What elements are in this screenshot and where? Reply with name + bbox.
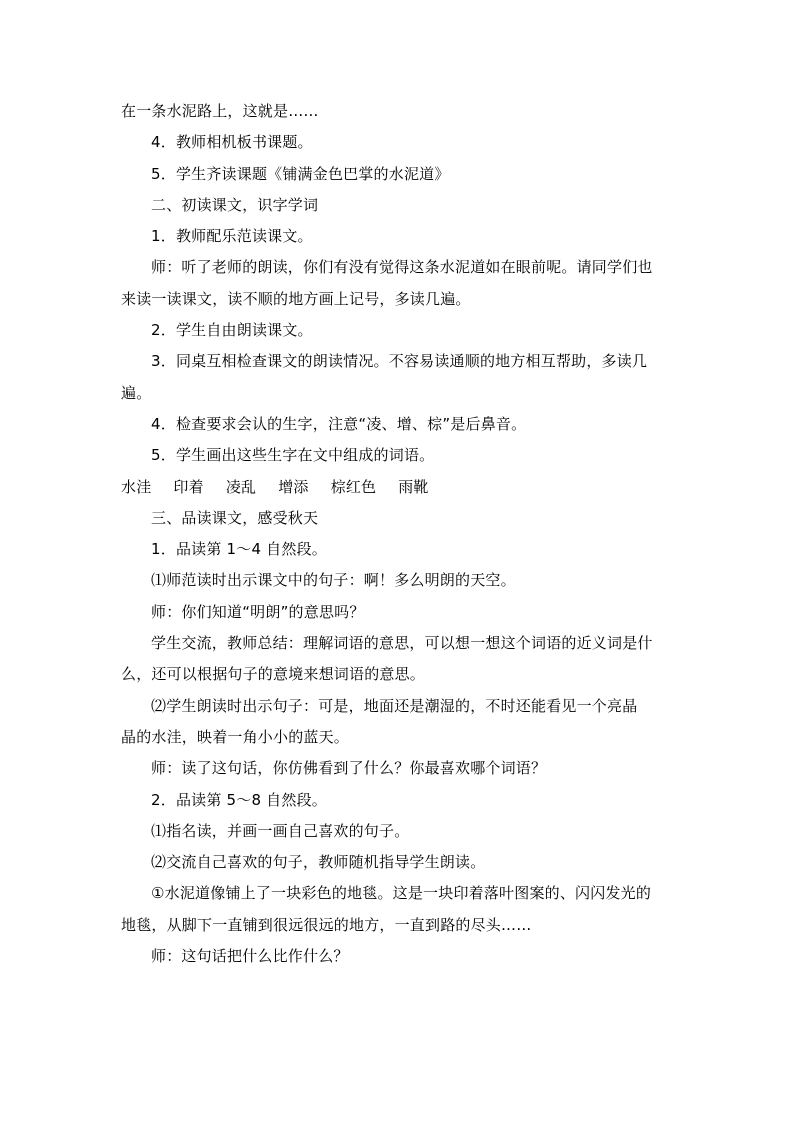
text-line: 5．学生画出这些生字在文中组成的词语。: [151, 446, 435, 465]
text-line: 师：你们知道“明朗”的意思吗？: [151, 602, 365, 621]
text-line: 师：这句话把什么比作什么？: [151, 947, 349, 966]
text-line: 么，还可以根据句子的意境来想词语的意思。: [121, 665, 426, 684]
text-line: 晶的水洼，映着一角小小的蓝天。: [121, 727, 350, 746]
vocab-word: 增添: [278, 477, 309, 496]
text-line: 4．检查要求会认的生字，注意“凌、增、棕”是后鼻音。: [151, 414, 527, 433]
vocab-word: 棕红色: [330, 477, 377, 496]
vocab-word: 印着: [173, 477, 204, 496]
text-line: 遍。: [121, 383, 152, 402]
text-line: ⑵交流自己喜欢的句子，教师随机指导学生朗读。: [151, 853, 486, 872]
text-line: ⑵学生朗读时出示句子：可是，地面还是潮湿的，不时还能看见一个亮晶: [151, 696, 638, 715]
vocab-word: 雨靴: [398, 477, 429, 496]
text-line: 4．教师相机板书课题。: [151, 133, 313, 152]
vocab-list: [121, 472, 681, 503]
vocab-word: 凌乱: [225, 477, 257, 496]
section-heading: 二、初读课文，识字学词: [151, 195, 319, 214]
text-line: 1．教师配乐范读课文。: [151, 227, 313, 246]
document-body: [121, 96, 681, 972]
text-line: 1．品读第 1～4 自然段。: [151, 540, 327, 559]
text-line: 来读一读课文，读不顺的地方画上记号，多读几遍。: [121, 289, 471, 308]
text-line: 在一条水泥路上，这就是……: [121, 102, 319, 120]
text-line: 地毯，从脚下一直铺到很远很远的地方，一直到路的尽头……: [121, 915, 532, 934]
text-line: 师：听了老师的朗读，你们有没有觉得这条水泥道如在眼前呢。请同学们也: [151, 258, 653, 277]
text-line: 师：读了这句话，你仿佛看到了什么？你最喜欢哪个词语？: [151, 759, 547, 778]
text-line: ⑴师范读时出示课文中的句子：啊！多么明朗的天空。: [151, 571, 516, 590]
text-line: 学生交流，教师总结：理解词语的意思，可以想一想这个词语的近义词是什: [151, 634, 653, 653]
text-line: ⑴指名读，并画一画自己喜欢的句子。: [151, 821, 410, 840]
text-line: 5．学生齐读课题《铺满金色巴掌的水泥道》: [151, 164, 450, 183]
section-heading: 三、品读课文，感受秋天: [151, 508, 319, 527]
text-line: ①水泥道像铺上了一块彩色的地毯。这是一块印着落叶图案的、闪闪发光的: [151, 884, 652, 903]
vocab-word: 水洼: [121, 477, 152, 496]
text-line: 3．同桌互相检查课文的朗读情况。不容易读通顺的地方相互帮助，多读几: [151, 352, 648, 371]
text-line: 2．学生自由朗读课文。: [151, 321, 313, 340]
text-line: 2．品读第 5～8 自然段。: [151, 790, 327, 809]
